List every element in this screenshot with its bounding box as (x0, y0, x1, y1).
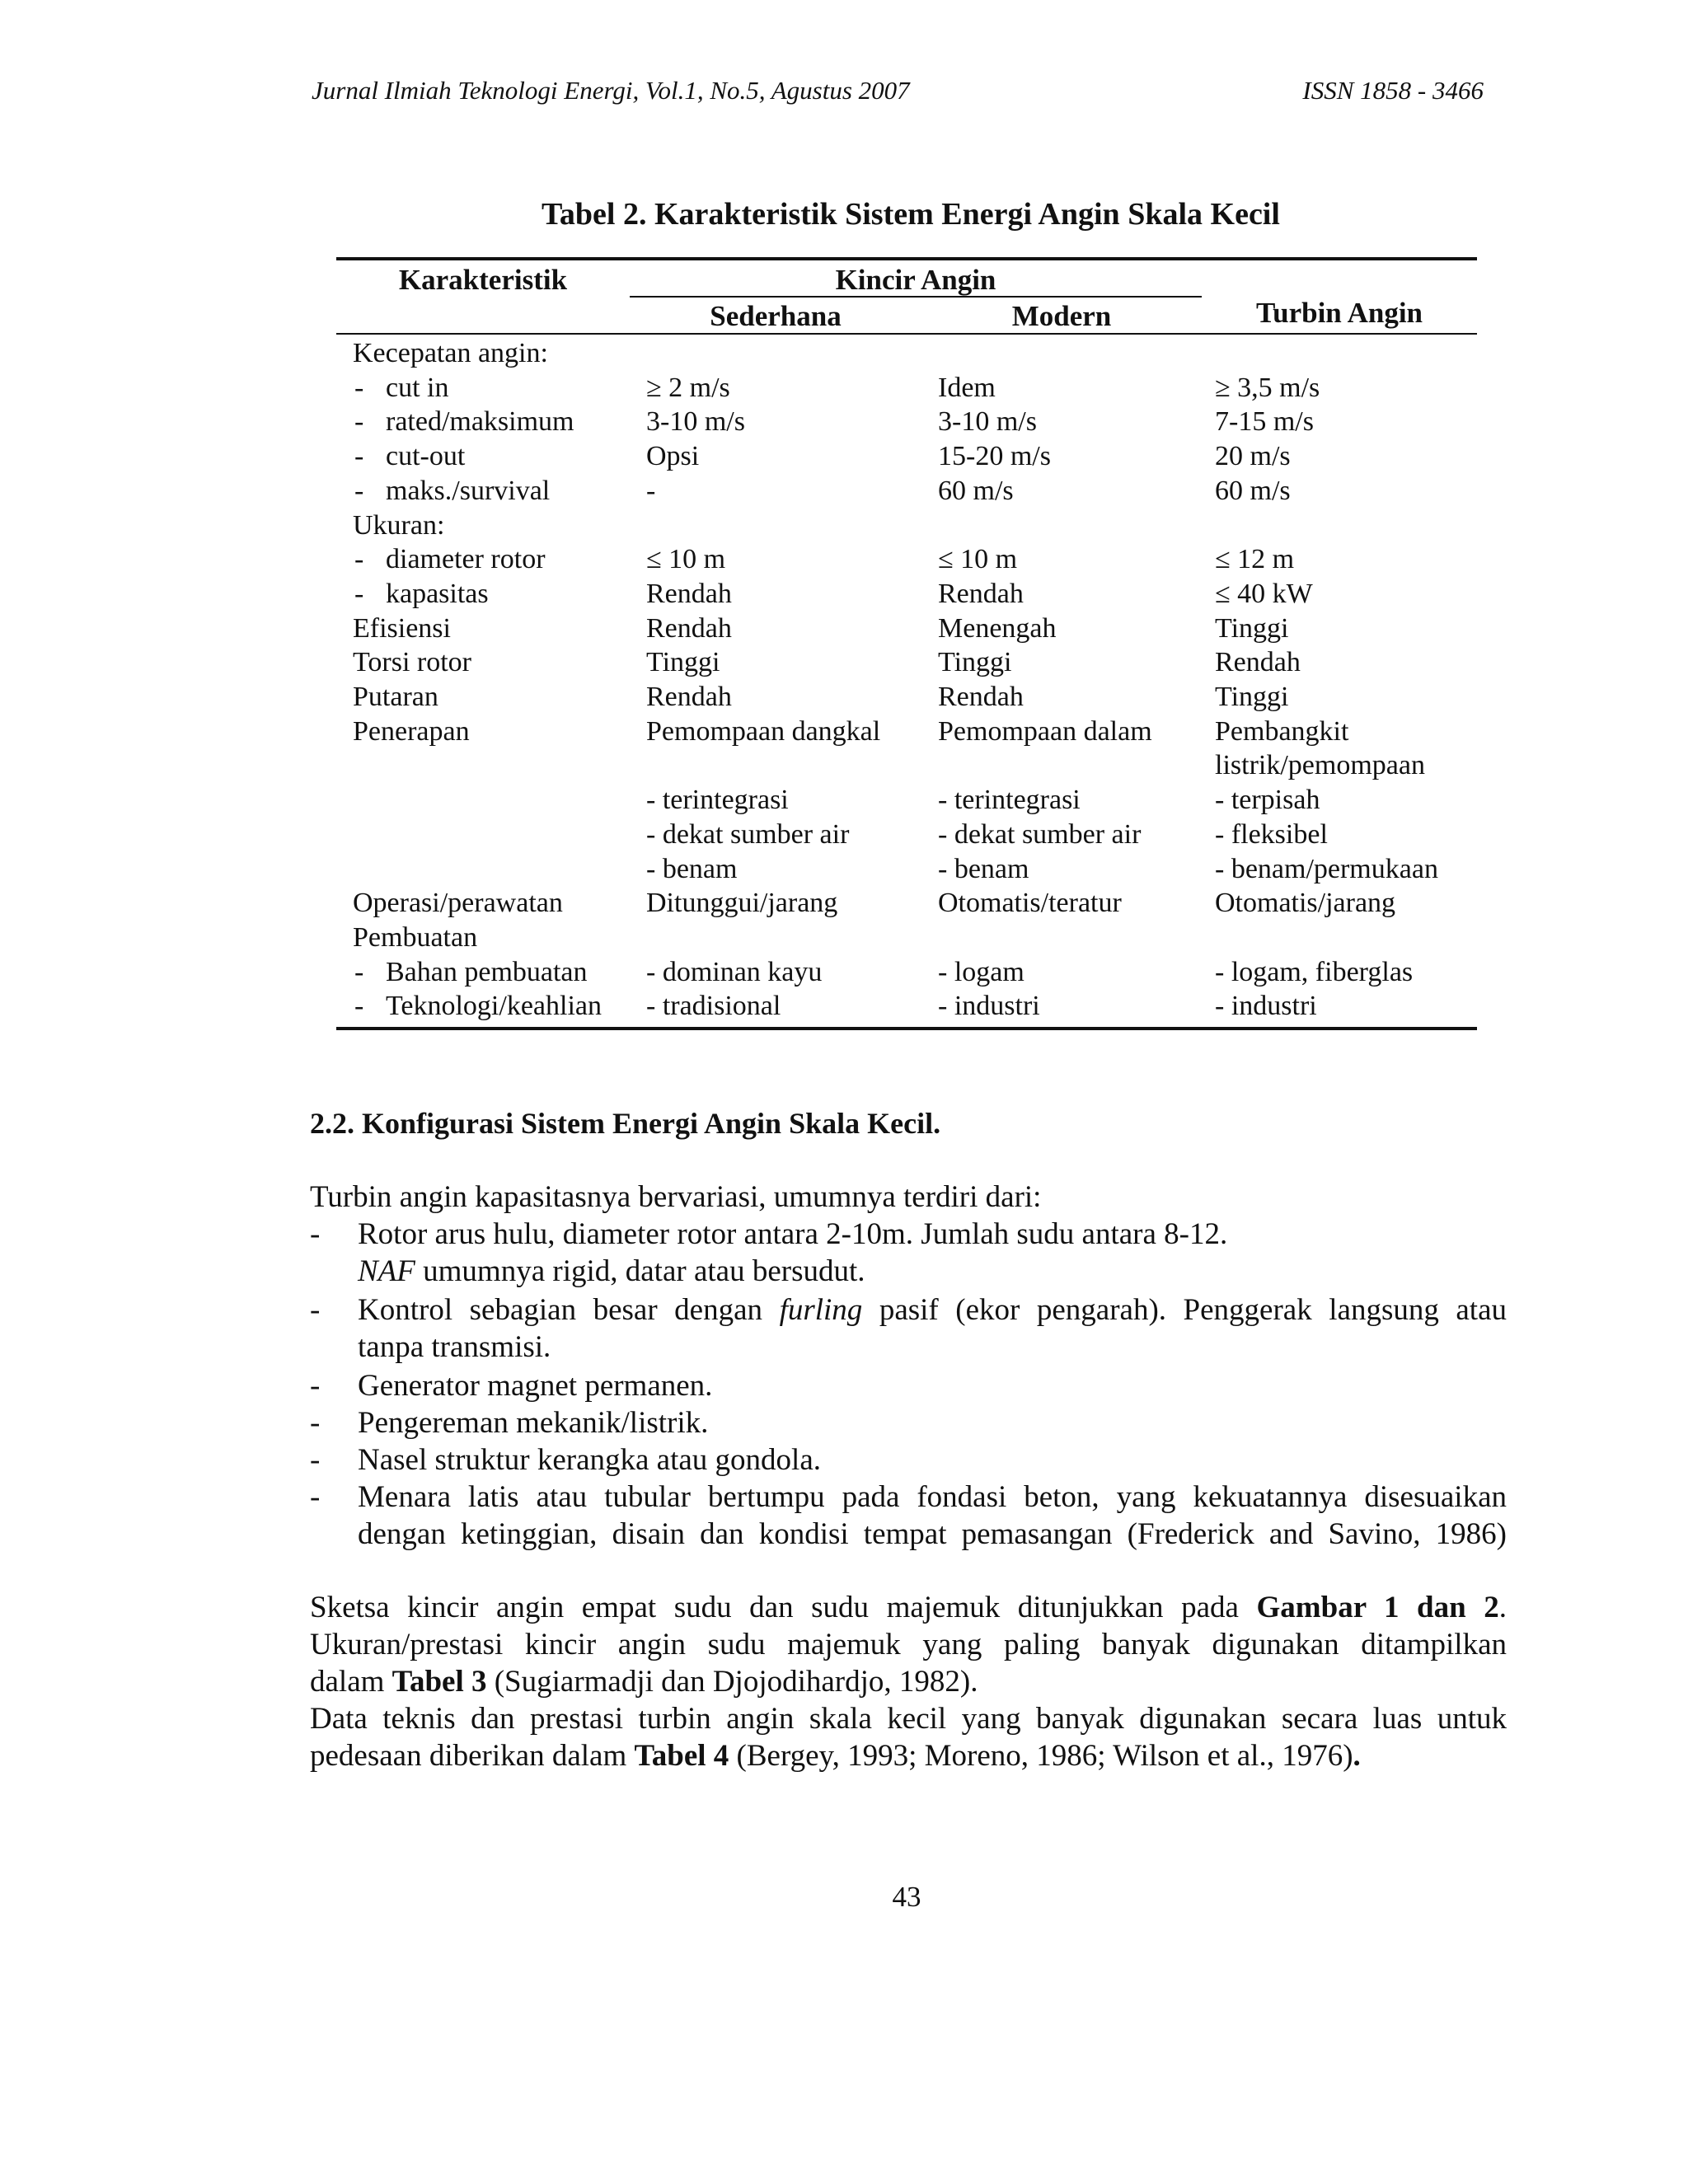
cell-karakteristik (353, 886, 563, 921)
table-row (336, 542, 1477, 577)
cell-karakteristik (353, 715, 470, 749)
cell-turbin: - benam/permukaan (1215, 853, 1438, 884)
para-text: dalam (310, 1665, 392, 1699)
cell-label: Pembuatan (353, 921, 478, 953)
cell-karakteristik (353, 645, 471, 680)
bullet-dash: - (310, 1369, 321, 1403)
cell-karakteristik (353, 509, 444, 543)
ref-gambar: Gambar 1 dan 2 (1256, 1591, 1499, 1624)
cell-sederhana: Tinggi (646, 647, 720, 678)
bullet-text: tanpa transmisi. (358, 1330, 551, 1364)
bullet-text: Menara latis atau tubular bertumpu pada fondasi beton, yang kekuatannya disesuaikan (358, 1480, 1507, 1514)
figures-paragraph (310, 1589, 1507, 1700)
cell-sederhana: - dekat sumber air (646, 818, 850, 850)
row-dash: - (354, 956, 364, 987)
cell-modern: Menengah (938, 612, 1057, 644)
table-row (336, 921, 1477, 955)
cell-label: Bahan pembuatan (386, 956, 588, 987)
cell-sederhana: Rendah (646, 578, 732, 609)
cell-label: Putaran (353, 682, 438, 712)
cell-karakteristik (353, 336, 548, 371)
ref-tabel-3: Tabel 3 (392, 1665, 487, 1699)
cell-modern: Otomatis/teratur (938, 888, 1122, 919)
bullet-text: Generator magnet permanen. (358, 1369, 713, 1403)
cell-sederhana: - benam (646, 853, 738, 884)
cell-turbin: listrik/pemompaan (1215, 750, 1425, 781)
page-number: 43 (892, 1881, 921, 1913)
para-text: Ukuran/prestasi kincir angin sudu majemuk yang paling banyak digunakan ditampilkan (310, 1628, 1507, 1661)
bullet-dash: - (310, 1406, 321, 1440)
cell-sederhana: Rendah (646, 682, 732, 712)
bullet-dash: - (310, 1217, 321, 1251)
cell-turbin: Otomatis/jarang (1215, 888, 1396, 919)
cell-label: kapasitas (386, 578, 489, 609)
cell-karakteristik (354, 474, 550, 509)
table-row (336, 818, 1477, 852)
table-row (336, 405, 1477, 439)
cell-label: Ukuran: (353, 509, 445, 541)
cell-karakteristik (354, 405, 574, 439)
issn: ISSN 1858 - 3466 (1302, 76, 1484, 105)
para-end-period: . (1353, 1739, 1361, 1773)
table-row (336, 955, 1477, 990)
cell-label: cut-out (386, 441, 466, 472)
cell-modern: 3-10 m/s (938, 406, 1037, 438)
header-turbin-angin: Turbin Angin (1255, 297, 1423, 329)
cell-turbin: Pembangkit (1215, 715, 1349, 747)
naf-term: NAF (358, 1254, 415, 1288)
table-title: Tabel 2. Karakteristik Sistem Energi Angin Skala Kecil (542, 197, 1280, 232)
cell-karakteristik (354, 439, 465, 474)
kincir-group-rule (630, 296, 1202, 298)
bullet-dash: - (310, 1293, 321, 1327)
list-item (310, 1291, 1507, 1366)
cell-label: diameter rotor (386, 544, 546, 575)
bullet-text: umumnya rigid, datar atau bersudut. (415, 1254, 865, 1288)
para-text: . (1498, 1591, 1507, 1624)
cell-modern: 60 m/s (938, 475, 1014, 506)
para-text: (Sugiarmadji dan Djojodihardjo, 1982). (486, 1665, 978, 1699)
header-karakteristik: Karakteristik (398, 264, 568, 296)
table-row (336, 715, 1477, 749)
header-kincir-angin: Kincir Angin (835, 264, 996, 296)
row-dash: - (354, 475, 364, 506)
para-text: Data teknis dan prestasi turbin angin skala kecil yang banyak digunakan secara luas untuk (310, 1702, 1507, 1736)
cell-turbin: 7-15 m/s (1215, 406, 1314, 438)
table-top-rule (336, 257, 1477, 260)
header-modern: Modern (1011, 300, 1112, 332)
para-text: (Bergey, 1993; Moreno, 1986; Wilson et al., 1976) (729, 1739, 1353, 1773)
cell-modern: ≤ 10 m (938, 544, 1018, 575)
section-heading: 2.2. Konfigurasi Sistem Energi Angin Skala Kecil. (310, 1107, 941, 1140)
cell-karakteristik (353, 612, 451, 646)
table-row (336, 680, 1477, 715)
table-bottom-rule (336, 1027, 1477, 1030)
cell-karakteristik (354, 955, 588, 990)
table-row (336, 577, 1477, 612)
cell-karakteristik (354, 542, 546, 577)
bullet-dash: - (310, 1443, 321, 1477)
row-dash: - (354, 578, 364, 609)
bullet-text: Pengereman mekanik/listrik. (358, 1406, 709, 1440)
cell-modern: Idem (938, 372, 996, 403)
cell-modern: - benam (938, 853, 1029, 884)
cell-sederhana: ≥ 2 m/s (646, 372, 730, 403)
bullet-text: dengan ketinggian, disain dan kondisi tempat pemasangan (Frederick and Savino, 1986) (358, 1517, 1507, 1551)
list-item (310, 1479, 1507, 1553)
cell-turbin: - terpisah (1215, 785, 1320, 816)
table-row (336, 748, 1477, 783)
row-dash: - (354, 406, 364, 438)
table-row (336, 989, 1477, 1024)
cell-label: cut in (386, 372, 449, 403)
journal-citation: Jurnal Ilmiah Teknologi Energi, Vol.1, No.5, Agustus 2007 (312, 76, 910, 105)
cell-turbin: Rendah (1215, 647, 1301, 678)
cell-sederhana: Ditunggui/jarang (646, 888, 838, 919)
row-dash: - (354, 372, 364, 403)
table-row (336, 371, 1477, 405)
ref-tabel-4: Tabel 4 (634, 1739, 729, 1773)
cell-sederhana: - terintegrasi (646, 785, 789, 816)
cell-modern: - industri (938, 991, 1040, 1022)
cell-modern: - dekat sumber air (938, 818, 1142, 850)
cell-modern: Pemompaan dalam (938, 715, 1152, 747)
table-header-rule (336, 333, 1477, 335)
cell-sederhana: - dominan kayu (646, 956, 823, 987)
bullet-text: Rotor arus hulu, diameter rotor antara 2-10m. Jumlah sudu antara 8-12. (358, 1217, 1228, 1251)
cell-modern: 15-20 m/s (938, 441, 1051, 472)
cell-sederhana: Opsi (646, 441, 700, 472)
cell-sederhana: - tradisional (646, 991, 781, 1022)
table-row (336, 886, 1477, 921)
data-paragraph (310, 1700, 1507, 1774)
row-dash: - (354, 441, 364, 472)
para-text: pedesaan diberikan dalam (310, 1739, 635, 1773)
intro-paragraph: Turbin angin kapasitasnya bervariasi, umumnya terdiri dari: (310, 1180, 1042, 1214)
row-dash: - (354, 991, 364, 1022)
cell-turbin: Tinggi (1215, 612, 1289, 644)
table-row (336, 645, 1477, 680)
cell-karakteristik (354, 989, 602, 1024)
cell-label: Operasi/perawatan (353, 888, 563, 919)
table-row (336, 439, 1477, 474)
bullet-text: Nasel struktur kerangka atau gondola. (358, 1443, 822, 1477)
cell-turbin: Tinggi (1215, 682, 1289, 712)
cell-turbin: ≤ 40 kW (1215, 578, 1313, 609)
cell-label: Kecepatan angin: (353, 338, 548, 368)
cell-turbin: - logam, fiberglas (1215, 956, 1414, 987)
para-text: Sketsa kincir angin empat sudu dan sudu majemuk ditunjukkan pada (310, 1591, 1257, 1624)
cell-label: Efisiensi (353, 612, 451, 644)
cell-label: rated/maksimum (386, 406, 574, 438)
bullet-dash: - (310, 1480, 321, 1514)
cell-label: Torsi rotor (353, 647, 471, 678)
cell-label: maks./survival (386, 475, 551, 506)
cell-modern: Rendah (938, 578, 1024, 609)
cell-modern: Tinggi (938, 647, 1012, 678)
cell-turbin: ≥ 3,5 m/s (1215, 372, 1320, 403)
cell-sederhana: - (646, 475, 656, 506)
cell-turbin: 20 m/s (1215, 441, 1291, 472)
table-row (336, 783, 1477, 818)
table-row (336, 612, 1477, 646)
table-row (336, 336, 1477, 371)
table-row (336, 852, 1477, 887)
row-dash: - (354, 544, 364, 575)
list-item (310, 1216, 1507, 1290)
cell-karakteristik (353, 921, 477, 955)
header-sederhana: Sederhana (710, 300, 842, 332)
cell-label: Penerapan (353, 715, 470, 747)
cell-turbin: - fleksibel (1215, 818, 1328, 850)
table-row (336, 474, 1477, 509)
cell-turbin: ≤ 12 m (1215, 544, 1295, 575)
cell-sederhana: Rendah (646, 612, 732, 644)
cell-karakteristik (354, 577, 489, 612)
cell-karakteristik (353, 680, 438, 715)
bullet-text: Kontrol sebagian besar dengan (358, 1293, 780, 1327)
cell-modern: - terintegrasi (938, 785, 1081, 816)
cell-karakteristik (354, 371, 448, 405)
cell-modern: Rendah (938, 682, 1024, 712)
table-row (336, 509, 1477, 543)
cell-turbin: - industri (1215, 991, 1317, 1022)
cell-sederhana: ≤ 10 m (646, 544, 726, 575)
cell-sederhana: Pemompaan dangkal (646, 715, 881, 747)
bullet-text: pasif (ekor pengarah). Penggerak langsung atau (862, 1293, 1507, 1327)
cell-modern: - logam (938, 956, 1025, 987)
cell-label: Teknologi/keahlian (386, 991, 602, 1022)
cell-sederhana: 3-10 m/s (646, 406, 745, 438)
furling-term: furling (779, 1293, 863, 1327)
cell-turbin: 60 m/s (1215, 475, 1291, 506)
